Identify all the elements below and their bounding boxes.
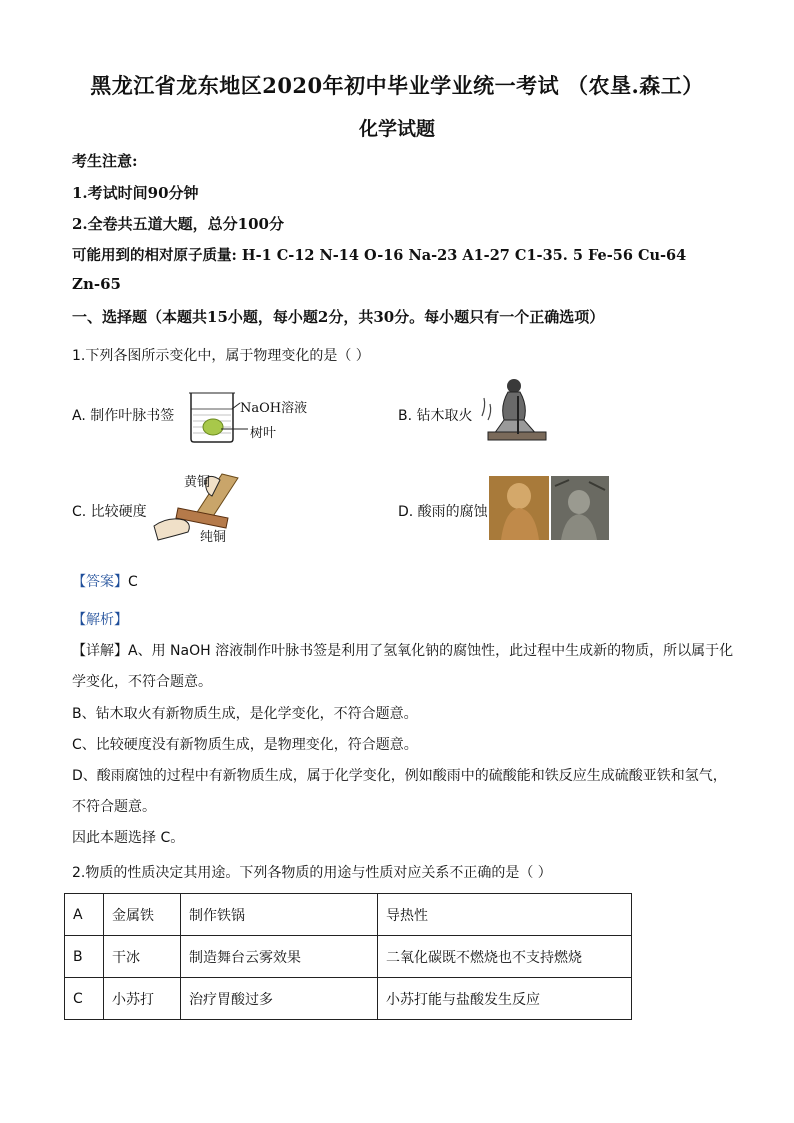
analysis-label: 【解析】 — [72, 612, 128, 628]
table-cell: 制造舞台云雾效果 — [181, 936, 378, 978]
table-cell: 制作铁锅 — [181, 894, 378, 936]
table-cell: 治疗胃酸过多 — [181, 978, 378, 1020]
notice-item-score: 2.全卷共五道大题，总分100分 — [72, 215, 284, 233]
naoh-label: NaOH溶液 — [240, 401, 308, 416]
q1-option-b: B. 钻木取火 — [398, 408, 473, 424]
detail-line: 学变化，不符合题意。 — [72, 674, 212, 690]
table-cell: A — [65, 894, 104, 936]
table-cell: C — [65, 978, 104, 1020]
atomic-mass-cont: Zn-65 — [72, 275, 121, 293]
table-cell: 二氧化碳既不燃烧也不支持燃烧 — [378, 936, 632, 978]
table-cell: 导热性 — [378, 894, 632, 936]
table-row — [65, 894, 632, 936]
drilling-fire-figure — [478, 376, 550, 450]
table-cell: 干冰 — [104, 936, 181, 978]
table-cell: 金属铁 — [104, 894, 181, 936]
detail-line: C、比较硬度没有新物质生成，是物理变化，符合题意。 — [72, 737, 418, 753]
page-title: 黑龙江省龙东地区2020年初中毕业学业统一考试 （农垦.森工） — [90, 73, 704, 98]
leaf-label: 树叶 — [250, 426, 277, 441]
section-heading: 一、选择题（本题共15小题，每小题2分，共30分。每小题只有一个正确选项） — [72, 308, 605, 326]
detail-line: 因此本题选择 C。 — [72, 830, 185, 846]
notice-item-time: 1.考试时间90分钟 — [72, 184, 199, 202]
table-row — [65, 936, 632, 978]
detail-line: D、酸雨腐蚀的过程中有新物质生成，属于化学变化，例如酸雨中的硫酸能和铁反应生成硫酸亚铁和氢气， — [72, 768, 727, 784]
detail-line: 【详解】A、用 NaOH 溶液制作叶脉书签是利用了氢氧化钠的腐蚀性，此过程中生成新的物质，所以属于化 — [72, 643, 734, 659]
table-cell: B — [65, 936, 104, 978]
page-subtitle: 化学试题 — [358, 118, 435, 140]
notice-heading: 考生注意: — [72, 152, 138, 170]
q2-table — [64, 893, 632, 1020]
q1-option-c: C. 比较硬度 — [72, 504, 147, 520]
table-cell: 小苏打能与盐酸发生反应 — [378, 978, 632, 1020]
table-row — [65, 978, 632, 1020]
q1-option-d: D. 酸雨的腐蚀 — [398, 504, 488, 520]
brass-label: 黄铜 — [184, 475, 211, 490]
detail-line: 不符合题意。 — [72, 799, 156, 815]
table-cell: 小苏打 — [104, 978, 181, 1020]
acid-rain-statue-photo — [489, 476, 609, 544]
atomic-mass-line: 可能用到的相对原子质量: H-1 C-12 N-14 O-16 Na-23 A1-27 C1-35. 5 Fe-56 Cu-64 — [72, 247, 687, 264]
q1-option-a: A. 制作叶脉书签 — [72, 408, 175, 424]
answer-label: 【答案】 — [72, 574, 128, 590]
answer-value: C — [128, 574, 138, 590]
q1-stem: 1.下列各图所示变化中，属于物理变化的是（ ） — [72, 348, 370, 364]
copper-label: 纯铜 — [200, 530, 227, 545]
detail-line: B、钻木取火有新物质生成，是化学变化，不符合题意。 — [72, 706, 418, 722]
q2-stem: 2.物质的性质决定其用途。下列各物质的用途与性质对应关系不正确的是（ ） — [72, 865, 552, 881]
